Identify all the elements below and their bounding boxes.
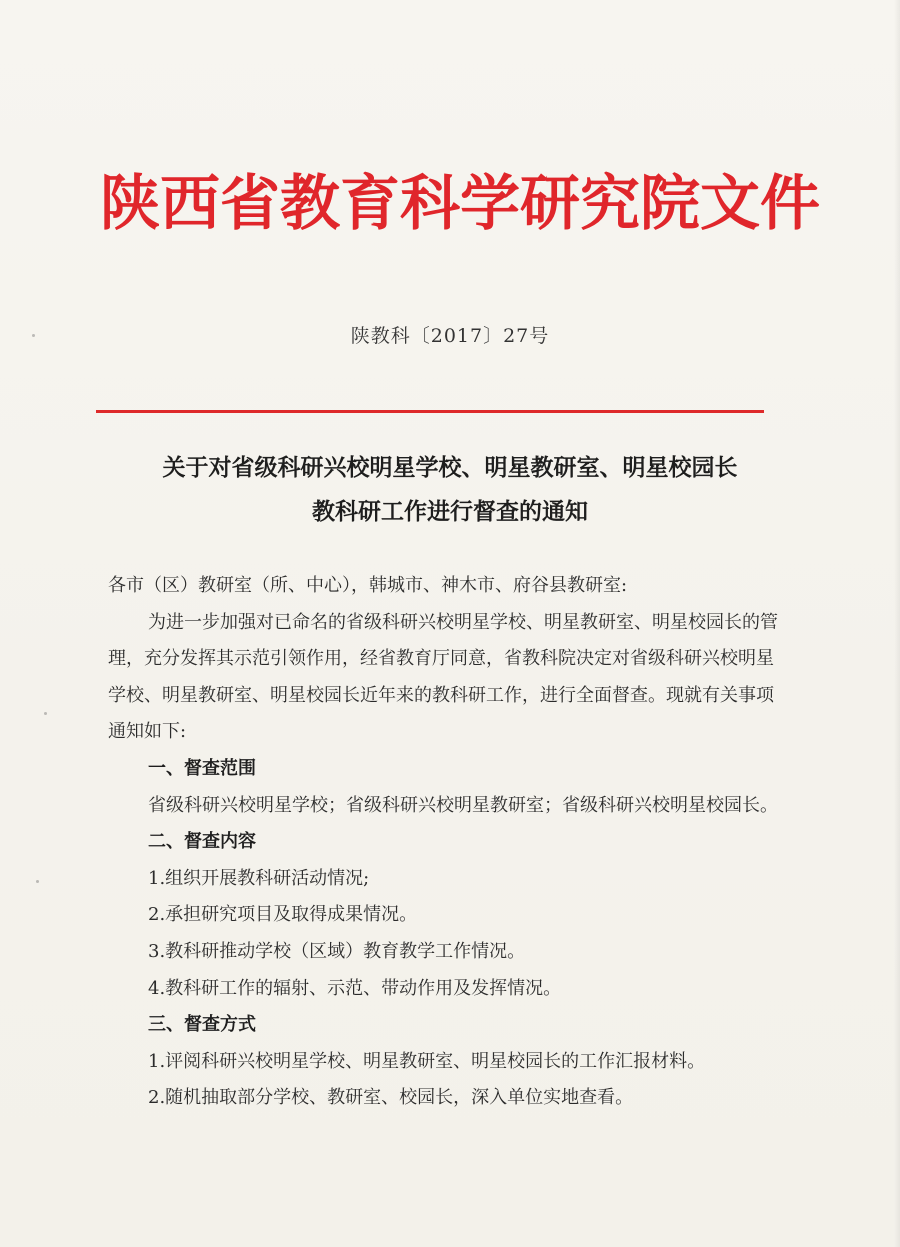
scan-speck	[36, 880, 39, 883]
red-divider-rule	[96, 410, 764, 413]
section-heading-method: 三、督查方式	[148, 1014, 256, 1036]
scan-speck	[44, 712, 47, 715]
document-number: 陕教科〔2017〕27号	[350, 325, 550, 347]
notice-title-line-1: 关于对省级科研兴校明星学校、明星教研室、明星校园长	[162, 455, 738, 481]
content-item-1: 1.组织开展教科研活动情况;	[148, 867, 370, 889]
method-item-1: 1.评阅科研兴校明星学校、明星教研室、明星校园长的工作汇报材料。	[148, 1050, 706, 1072]
scan-speck	[32, 334, 35, 337]
content-item-4: 4.教科研工作的辐射、示范、带动作用及发挥情况。	[148, 977, 562, 999]
notice-title-line-2: 教科研工作进行督查的通知	[312, 499, 588, 525]
notice-body	[108, 568, 788, 1117]
method-item-2: 2.随机抽取部分学校、教研室、校园长，深入单位实地查看。	[148, 1087, 634, 1109]
section-heading-scope: 一、督查范围	[148, 757, 256, 779]
intro-paragraph: 为进一步加强对已命名的省级科研兴校明星学校、明星教研室、明星校园长的管理，充分发挥其示范引领作用，经省教育厅同意，省教科院决定对省级科研兴校明星学校、明星教研室、明星校园长近年来的教科研工作，进行全面督查。现就有关事项通知如下:	[108, 611, 778, 743]
scope-paragraph: 省级科研兴校明星学校；省级科研兴校明星教研室；省级科研兴校明星校园长。	[148, 794, 778, 816]
issuer-header-title: 陕西省教育科学研究院文件	[100, 169, 820, 239]
content-item-2: 2.承担研究项目及取得成果情况。	[148, 904, 418, 926]
notice-title	[90, 446, 810, 534]
section-heading-content: 二、督查内容	[148, 831, 256, 853]
scan-edge-shadow	[894, 0, 900, 1247]
content-item-3: 3.教科研推动学校（区域）教育教学工作情况。	[148, 940, 526, 962]
salutation: 各市（区）教研室（所、中心），韩城市、神木市、府谷县教研室:	[108, 575, 628, 596]
